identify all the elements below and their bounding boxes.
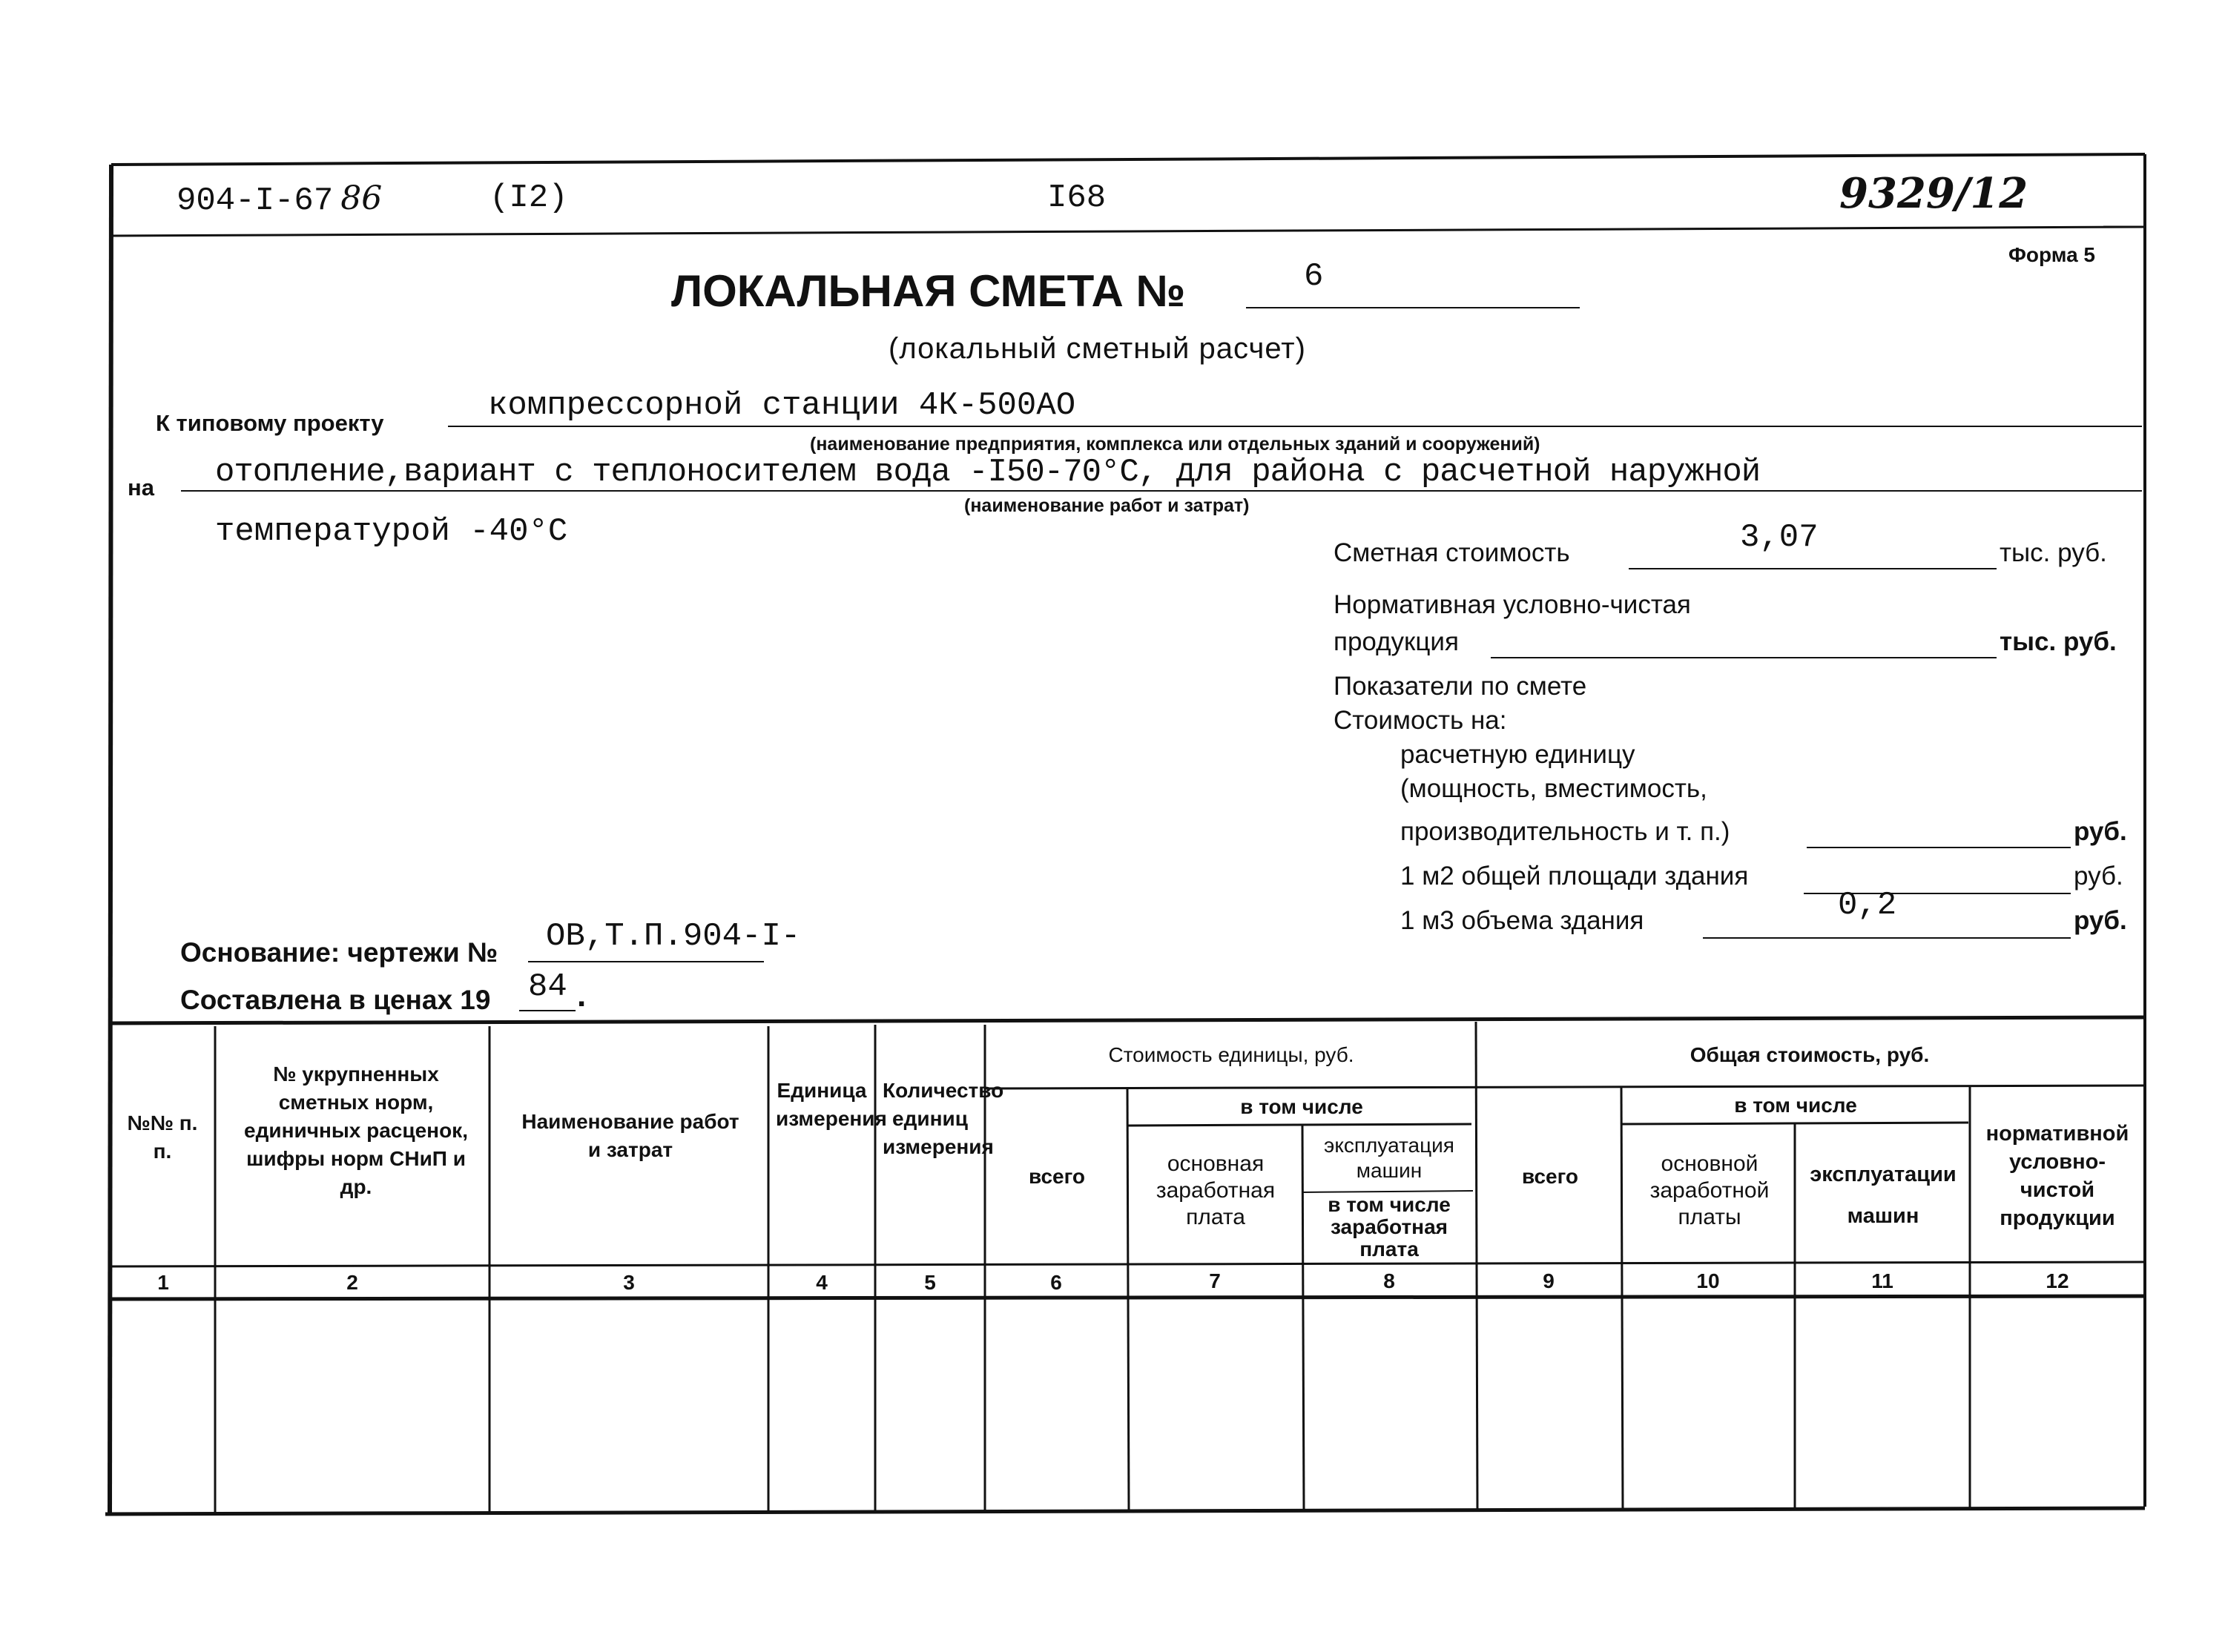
col-header-total-cost: Общая стоимость, руб. — [1690, 1043, 1930, 1066]
col-header-total-9: всего — [1521, 1165, 1579, 1188]
calc-unit-label-2: (мощность, вместимость, — [1400, 774, 1707, 803]
calc-unit-label-1: расчетную единицу — [1400, 740, 1635, 769]
table-body — [111, 1302, 2143, 1510]
norm-product-unit: тыс. руб. — [2000, 627, 2117, 656]
works-label: на — [128, 475, 154, 500]
col-header-number: №№ п. п. — [127, 1111, 198, 1163]
col-header-basic-wage: основная заработная плата — [1156, 1152, 1276, 1229]
estimate-cost-label: Сметная стоимость — [1334, 538, 1570, 567]
col-header-unit-cost: Стоимость единицы, руб. — [1108, 1043, 1354, 1066]
estimate-cost-unit: тыс. руб. — [2000, 538, 2107, 567]
title-number-line — [1246, 267, 1580, 308]
column-number: 6 — [1050, 1271, 1062, 1294]
works-hint: (наименование работ и затрат) — [964, 495, 1250, 516]
column-number: 2 — [346, 1271, 358, 1294]
basis-label: Основание: чертежи № — [180, 937, 498, 968]
doc-part: (I2) — [490, 179, 568, 217]
project-value: компрессорной станции 4К-500АО — [488, 387, 1076, 424]
column-number: 3 — [623, 1271, 635, 1294]
page-title: ЛОКАЛЬНАЯ СМЕТА № — [671, 266, 1186, 316]
estimate-cost-value: 3,07 — [1740, 519, 1819, 556]
col-header-quantity: Количество единиц измерения — [883, 1079, 1004, 1158]
col-header-basic-wage-g: основной заработной платы — [1649, 1152, 1770, 1229]
project-hint: (наименование предприятия, комплекса или отдельных зданий и сооружений) — [810, 434, 1540, 455]
col-header-machines-g: эксплуатации машин — [1810, 1163, 1957, 1228]
norm-product-label-1: Нормативная условно-чистая — [1334, 590, 1691, 619]
column-number: 7 — [1209, 1269, 1221, 1292]
col-header-machines: эксплуатация машин — [1324, 1134, 1454, 1182]
volume-label: 1 м3 объема здания — [1400, 906, 1644, 935]
col-header-incl-2: в том числе — [1734, 1094, 1857, 1117]
calc-unit-unit: руб. — [2074, 817, 2127, 846]
column-number: 5 — [924, 1271, 936, 1294]
norm-product-label-2: продукция — [1334, 627, 1459, 656]
calc-unit-label-3: производительность и т. п.) — [1400, 817, 1730, 846]
area-unit: руб. — [2074, 862, 2123, 891]
title-number: 6 — [1304, 258, 1324, 295]
calc-unit-line — [1807, 813, 2071, 848]
doc-code-main: 904-I-67 — [177, 182, 334, 219]
volume-value: 0,2 — [1838, 887, 1897, 924]
works-line-2: температурой -40°С — [215, 513, 568, 550]
doc-code — [177, 179, 382, 219]
project-label: К типовому проекту — [156, 410, 384, 436]
col-header-total-6: всего — [1028, 1165, 1086, 1188]
doc-number: 9329/12 — [1839, 169, 2028, 218]
col-header-unit: Единица измерения — [776, 1079, 887, 1130]
page-number: I68 — [1047, 179, 1107, 217]
page-subtitle: (локальный сметный расчет) — [889, 332, 1306, 365]
indicators-label: Показатели по смете — [1334, 672, 1587, 701]
works-line-1: отопление,вариант с теплоносителем вода -I50-70°С, для района с расчетной наружной — [215, 454, 1761, 491]
basis-value: ОВ,Т.П.904-I- — [546, 918, 801, 955]
column-number: 1 — [157, 1271, 169, 1294]
col-header-name: Наименование работ и затрат — [521, 1110, 739, 1161]
column-number: 10 — [1696, 1269, 1720, 1292]
column-number: 12 — [2046, 1269, 2069, 1292]
column-number: 8 — [1383, 1269, 1395, 1292]
prices-label: Составлена в ценах 19 — [180, 985, 491, 1015]
column-number: 11 — [1871, 1269, 1893, 1292]
col-header-norms: № укрупненных сметных норм, единичных расценок, шифры норм СНиП и др. — [244, 1063, 468, 1198]
col-header-norm-product: нормативной условно-чистой продукции — [1985, 1122, 2129, 1230]
area-label: 1 м2 общей площади здания — [1400, 862, 1749, 891]
cost-per-label: Стоимость на: — [1334, 706, 1507, 735]
col-header-incl-1: в том числе — [1240, 1095, 1363, 1118]
doc-code-year: 86 — [340, 179, 383, 217]
prices-year: 84 — [528, 968, 567, 1005]
norm-product-line — [1491, 623, 1997, 658]
volume-unit: руб. — [2074, 906, 2127, 935]
column-number: 9 — [1543, 1269, 1555, 1292]
prices-end: . — [577, 977, 587, 1014]
col-header-machines-wage: в том числе заработная плата — [1328, 1193, 1451, 1261]
form-label: Форма 5 — [2008, 243, 2096, 266]
column-number: 4 — [816, 1271, 828, 1294]
